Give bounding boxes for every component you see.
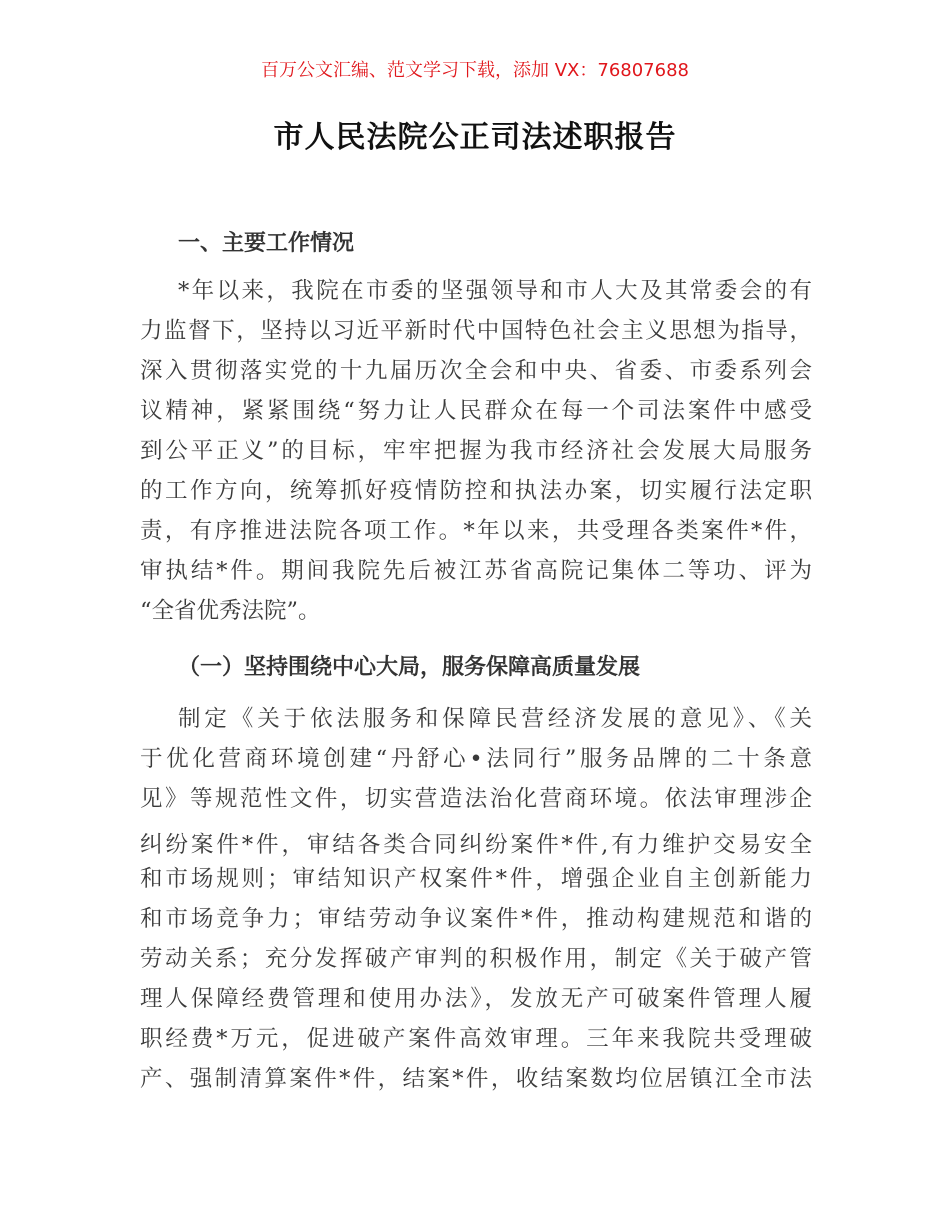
paragraph-line: 议精神，紧紧围绕“努力让人民群众在每一个司法案件中感受 [140, 398, 812, 424]
paragraph-line: 责，有序推进法院各项工作。*年以来，共受理各类案件*件， [140, 518, 812, 544]
paragraph-line: 到公平正义”的目标，牢牢把握为我市经济社会发展大局服务 [140, 438, 812, 464]
paragraph-line: 理人保障经费管理和使用办法》，发放无产可破案件管理人履 [140, 986, 812, 1012]
paragraph-line: 纠纷案件*件，审结各类合同纠纷案件*件,有力维护交易安全 [140, 832, 812, 858]
paragraph-line: 见》等规范性文件，切实营造法治化营商环境。依法审理涉企 [140, 786, 812, 812]
paragraph-line: “全省优秀法院”。 [140, 598, 321, 624]
paragraph-line: 审执结*件。期间我院先后被江苏省高院记集体二等功、评为 [140, 558, 812, 584]
paragraph-line: 和市场竞争力；审结劳动争议案件*件，推动构建规范和谐的 [140, 906, 812, 932]
paragraph-line: 制定《关于依法服务和保障民营经济发展的意见》、《关 [178, 706, 812, 732]
paragraph-line: 的工作方向，统筹抓好疫情防控和执法办案，切实履行法定职 [140, 478, 812, 504]
paragraph-line: 力监督下，坚持以习近平新时代中国特色社会主义思想为指导， [140, 318, 812, 344]
paragraph-line: 深入贯彻落实党的十九届历次全会和中央、省委、市委系列会 [140, 358, 812, 384]
paragraph-line: 劳动关系；充分发挥破产审判的积极作用，制定《关于破产管 [140, 946, 812, 972]
paragraph-line: *年以来，我院在市委的坚强领导和市人大及其常委会的有 [178, 278, 812, 304]
subsection-heading: （一）坚持围绕中心大局，服务保障高质量发展 [178, 655, 641, 680]
document-title: 市人民法院公正司法述职报告 [273, 120, 677, 155]
paragraph-line: 和市场规则；审结知识产权案件*件，增强企业自主创新能力 [140, 866, 812, 892]
section-heading: 一、主要工作情况 [178, 231, 355, 256]
watermark-banner: 百万公文汇编、范文学习下载，添加 VX：76807688 [261, 60, 689, 81]
paragraph-line: 职经费*万元，促进破产案件高效审理。三年来我院共受理破 [140, 1026, 812, 1052]
paragraph-line: 产、强制清算案件*件，结案*件，收结案数均位居镇江全市法 [140, 1066, 812, 1092]
paragraph-line: 于优化营商环境创建“丹舒心•法同行”服务品牌的二十条意 [140, 746, 812, 772]
